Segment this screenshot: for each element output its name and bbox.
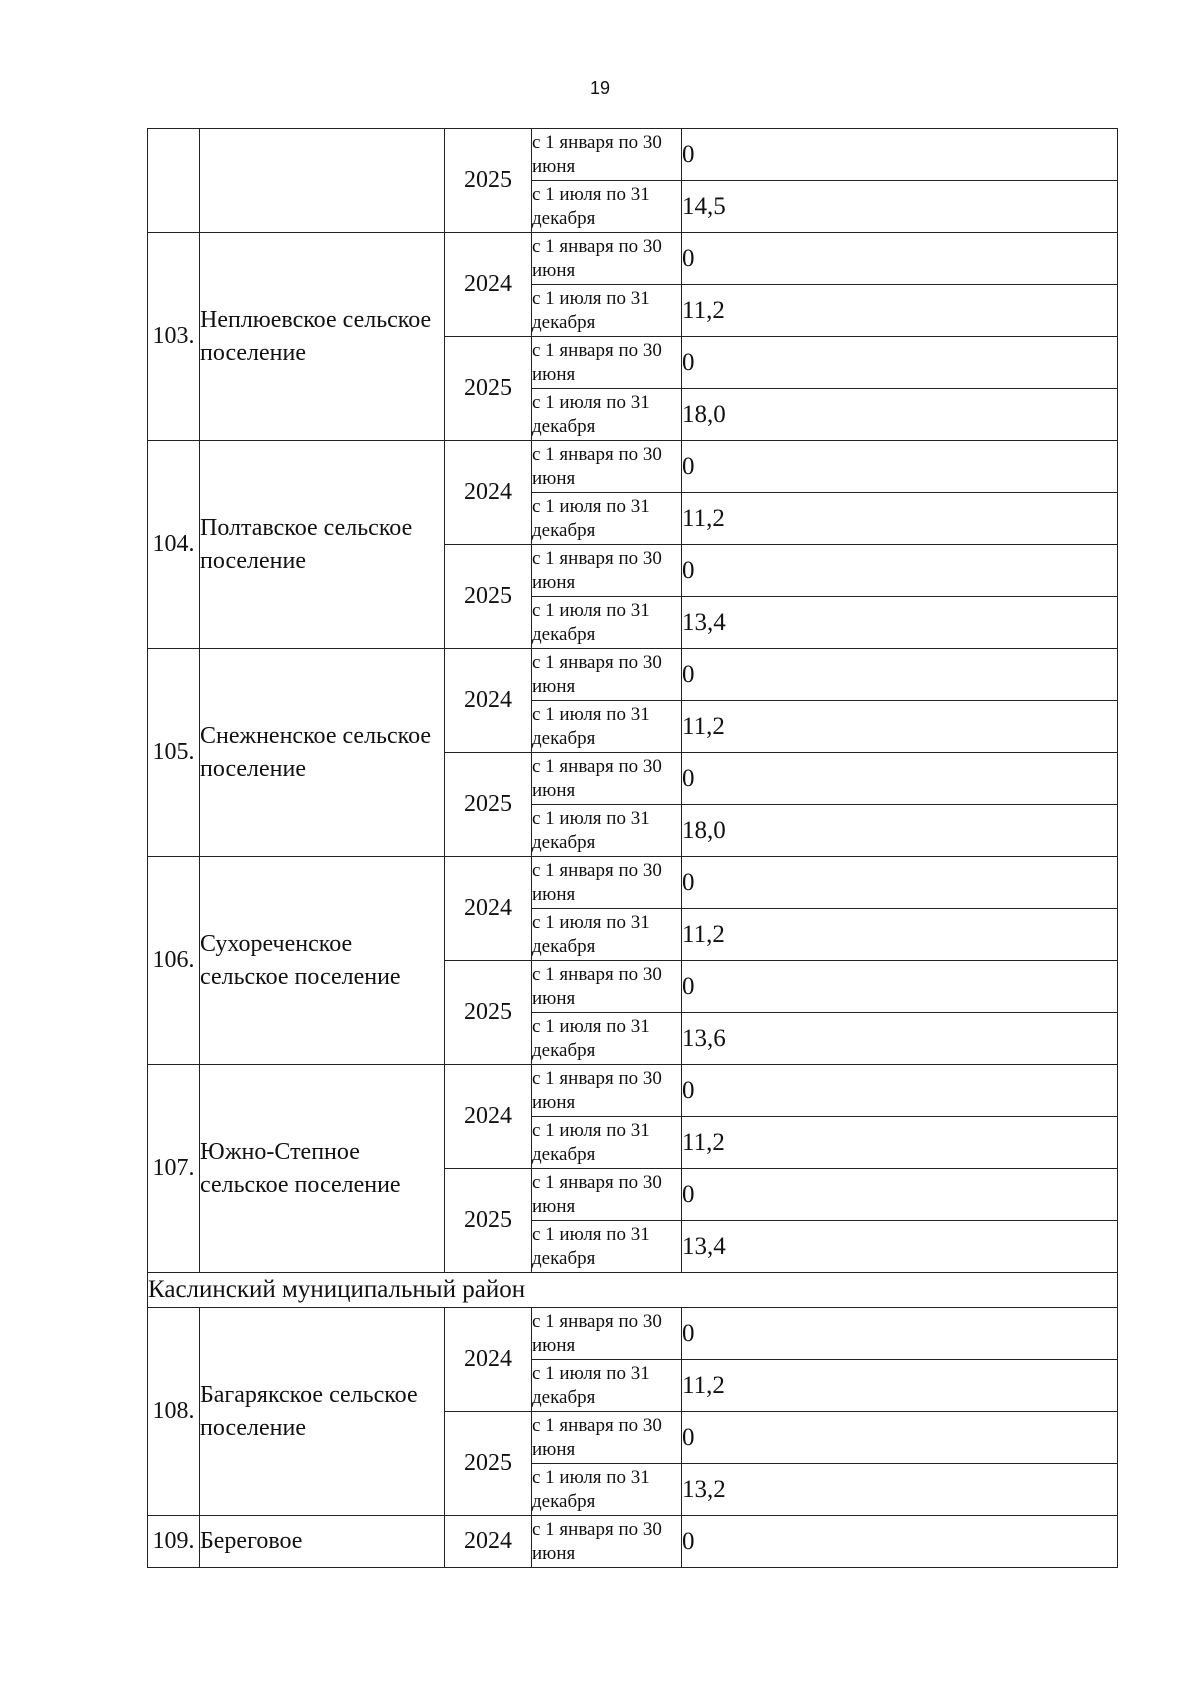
row-number-cell: 109. [148, 1516, 200, 1568]
period-cell: с 1 июля по 31 декабря [532, 1221, 682, 1273]
period-cell: с 1 июля по 31 декабря [532, 1464, 682, 1516]
year-cell: 2024 [445, 649, 532, 753]
period-cell: с 1 января по 30 июня [532, 337, 682, 389]
period-cell: с 1 июля по 31 декабря [532, 285, 682, 337]
value-cell: 0 [682, 545, 1118, 597]
period-cell: с 1 января по 30 июня [532, 1308, 682, 1360]
value-cell: 0 [682, 857, 1118, 909]
period-cell: с 1 января по 30 июня [532, 545, 682, 597]
value-cell: 11,2 [682, 1360, 1118, 1412]
value-cell: 18,0 [682, 805, 1118, 857]
value-cell: 0 [682, 1065, 1118, 1117]
period-cell: с 1 января по 30 июня [532, 129, 682, 181]
value-cell: 13,2 [682, 1464, 1118, 1516]
row-number-cell: 107. [148, 1065, 200, 1273]
value-cell: 0 [682, 649, 1118, 701]
settlement-name-cell: Южно-Степное сельское поселение [200, 1065, 445, 1273]
table-row [148, 1516, 1118, 1568]
value-cell: 14,5 [682, 181, 1118, 233]
period-cell: с 1 января по 30 июня [532, 1065, 682, 1117]
row-number-cell [148, 129, 200, 233]
table-row [148, 129, 1118, 181]
value-cell: 11,2 [682, 909, 1118, 961]
year-cell: 2024 [445, 1308, 532, 1412]
settlement-name-cell: Полтавское сельское поселение [200, 441, 445, 649]
period-cell: с 1 июля по 31 декабря [532, 909, 682, 961]
value-cell: 18,0 [682, 389, 1118, 441]
district-row [148, 1273, 1118, 1308]
year-cell: 2024 [445, 441, 532, 545]
year-cell: 2025 [445, 337, 532, 441]
year-cell: 2024 [445, 233, 532, 337]
value-cell: 0 [682, 1516, 1118, 1568]
period-cell: с 1 января по 30 июня [532, 441, 682, 493]
page-number: 19 [589, 78, 611, 98]
value-cell: 13,6 [682, 1013, 1118, 1065]
value-cell: 0 [682, 129, 1118, 181]
value-cell: 11,2 [682, 1117, 1118, 1169]
value-cell: 0 [682, 1169, 1118, 1221]
value-cell: 0 [682, 1412, 1118, 1464]
year-cell: 2024 [445, 1516, 532, 1568]
value-cell: 0 [682, 441, 1118, 493]
value-cell: 11,2 [682, 493, 1118, 545]
year-cell: 2024 [445, 1065, 532, 1169]
year-cell: 2025 [445, 1169, 532, 1273]
period-cell: с 1 января по 30 июня [532, 649, 682, 701]
period-cell: с 1 июля по 31 декабря [532, 701, 682, 753]
value-cell: 0 [682, 233, 1118, 285]
tariff-table [147, 128, 1118, 1568]
period-cell: с 1 июля по 31 декабря [532, 805, 682, 857]
year-cell: 2024 [445, 857, 532, 961]
period-cell: с 1 января по 30 июня [532, 1412, 682, 1464]
year-cell: 2025 [445, 545, 532, 649]
value-cell: 13,4 [682, 597, 1118, 649]
settlement-name-cell: Снежненское сельское поселение [200, 649, 445, 857]
period-cell: с 1 января по 30 июня [532, 753, 682, 805]
table-row [148, 857, 1118, 909]
value-cell: 11,2 [682, 701, 1118, 753]
period-cell: с 1 января по 30 июня [532, 233, 682, 285]
period-cell: с 1 января по 30 июня [532, 961, 682, 1013]
row-number-cell: 104. [148, 441, 200, 649]
table-row [148, 441, 1118, 493]
period-cell: с 1 июля по 31 декабря [532, 1117, 682, 1169]
row-number-cell: 106. [148, 857, 200, 1065]
settlement-name-cell: Неплюевское сельское поселение [200, 233, 445, 441]
period-cell: с 1 января по 30 июня [532, 1516, 682, 1568]
year-cell: 2025 [445, 961, 532, 1065]
period-cell: с 1 июля по 31 декабря [532, 597, 682, 649]
row-number-cell: 105. [148, 649, 200, 857]
table-row [148, 1065, 1118, 1117]
table-row [148, 1308, 1118, 1360]
year-cell: 2025 [445, 129, 532, 233]
district-heading: Каслинский муниципальный район [148, 1273, 1118, 1308]
period-cell: с 1 июля по 31 декабря [532, 1013, 682, 1065]
value-cell: 0 [682, 337, 1118, 389]
row-number-cell: 108. [148, 1308, 200, 1516]
table-row [148, 649, 1118, 701]
settlement-name-cell [200, 129, 445, 233]
table-row [148, 233, 1118, 285]
year-cell: 2025 [445, 1412, 532, 1516]
value-cell: 11,2 [682, 285, 1118, 337]
value-cell: 0 [682, 1308, 1118, 1360]
value-cell: 0 [682, 753, 1118, 805]
settlement-name-cell: Береговое [200, 1516, 445, 1568]
value-cell: 13,4 [682, 1221, 1118, 1273]
period-cell: с 1 июля по 31 декабря [532, 493, 682, 545]
settlement-name-cell: Сухореченское сельское поселение [200, 857, 445, 1065]
period-cell: с 1 января по 30 июня [532, 1169, 682, 1221]
period-cell: с 1 января по 30 июня [532, 857, 682, 909]
period-cell: с 1 июля по 31 декабря [532, 389, 682, 441]
period-cell: с 1 июля по 31 декабря [532, 181, 682, 233]
value-cell: 0 [682, 961, 1118, 1013]
settlement-name-cell: Багарякское сельское поселение [200, 1308, 445, 1516]
row-number-cell: 103. [148, 233, 200, 441]
period-cell: с 1 июля по 31 декабря [532, 1360, 682, 1412]
year-cell: 2025 [445, 753, 532, 857]
